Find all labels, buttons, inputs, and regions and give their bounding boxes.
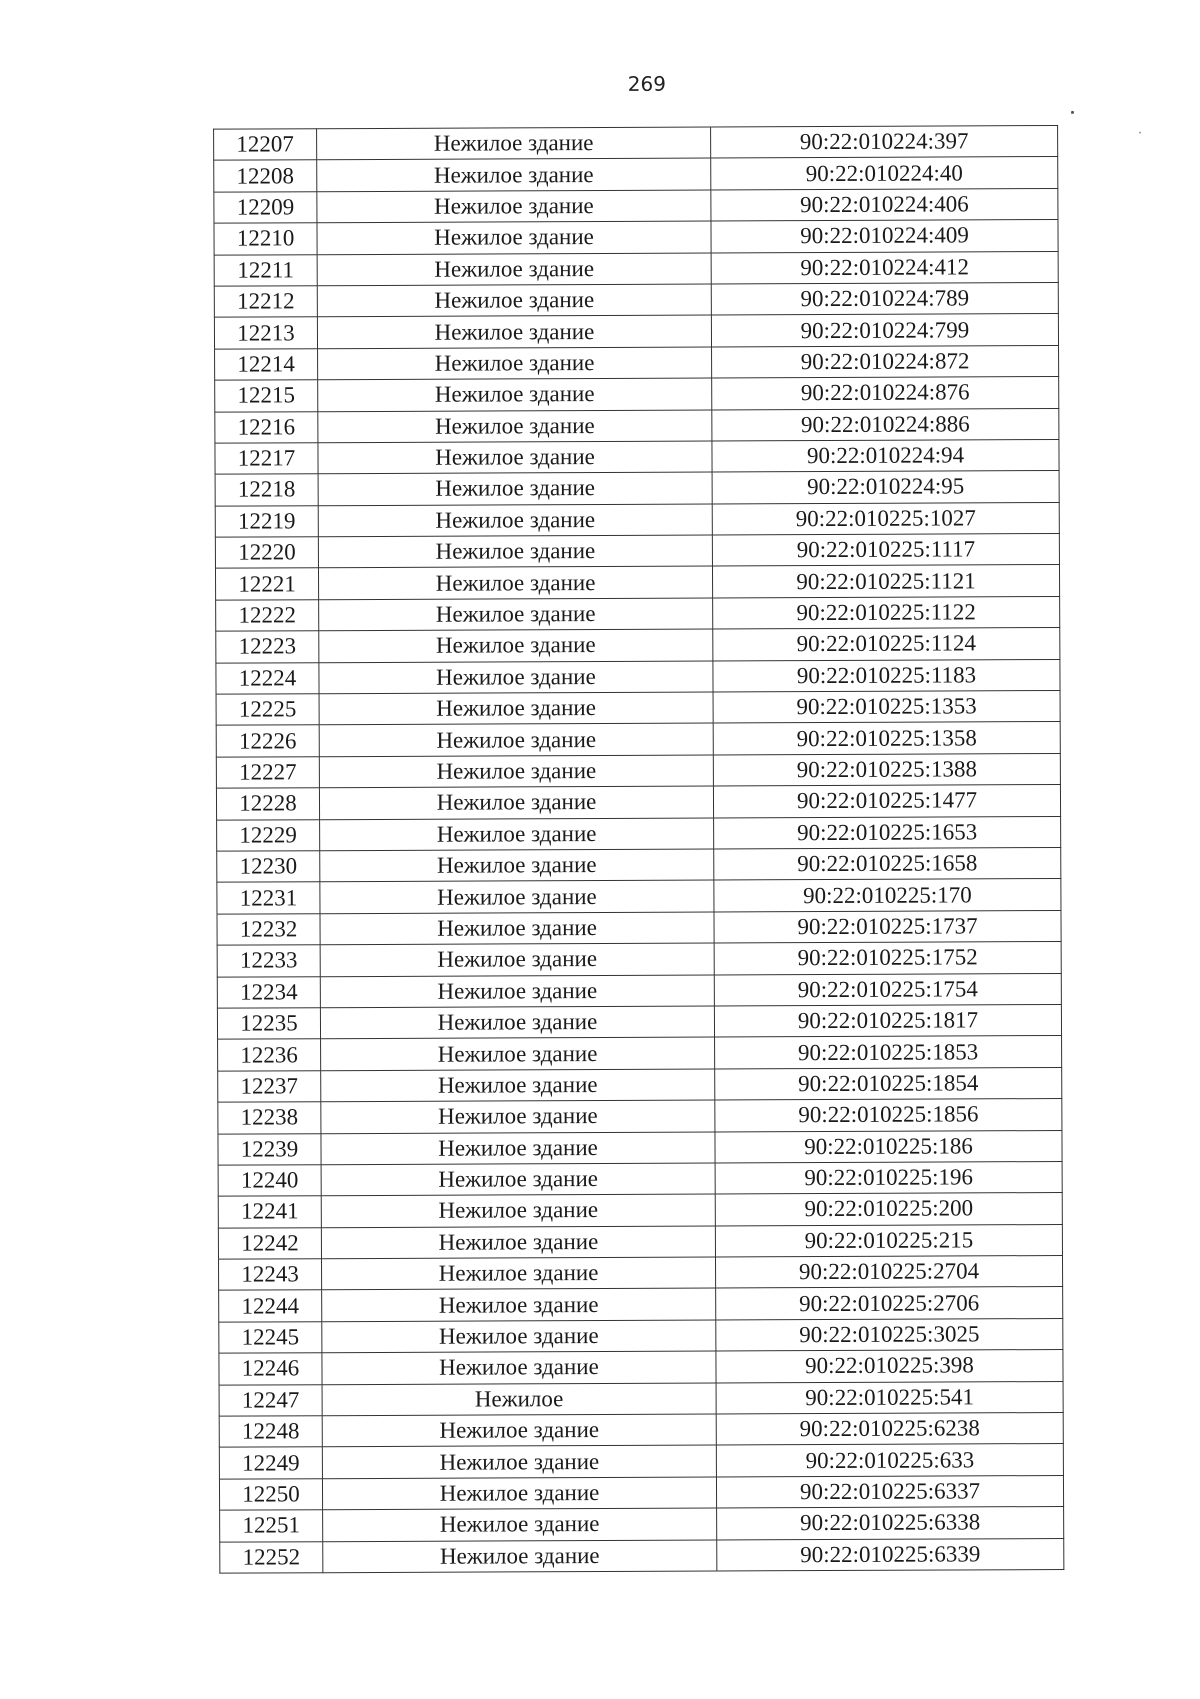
row-number-cell: 12249 bbox=[219, 1447, 322, 1479]
cadastral-number-cell: 90:22:010224:397 bbox=[711, 125, 1058, 158]
object-type-cell: Нежилое здание bbox=[322, 1445, 716, 1478]
cadastral-number-cell: 90:22:010225:398 bbox=[716, 1350, 1063, 1383]
cadastral-number-cell: 90:22:010225:1817 bbox=[714, 1004, 1061, 1037]
object-type-cell: Нежилое здание bbox=[320, 1006, 714, 1039]
cadastral-number-cell: 90:22:010224:94 bbox=[712, 439, 1059, 472]
cadastral-number-cell: 90:22:010225:1658 bbox=[714, 847, 1061, 880]
object-type-cell: Нежилое здание bbox=[323, 1508, 717, 1541]
row-number-cell: 12213 bbox=[214, 317, 317, 349]
object-type-cell: Нежилое здание bbox=[320, 943, 714, 976]
cadastral-number-cell: 90:22:010225:196 bbox=[715, 1161, 1062, 1194]
row-number-cell: 12231 bbox=[217, 882, 320, 914]
object-type-cell: Нежилое здание bbox=[321, 1226, 715, 1259]
object-type-cell: Нежилое здание bbox=[318, 410, 712, 443]
row-number-cell: 12225 bbox=[216, 694, 319, 726]
table-row bbox=[216, 785, 1060, 820]
row-number-cell: 12250 bbox=[219, 1479, 322, 1511]
row-number-cell: 12235 bbox=[217, 1008, 320, 1040]
table-row bbox=[216, 753, 1060, 788]
object-type-cell: Нежилое здание bbox=[319, 786, 713, 819]
row-number-cell: 12209 bbox=[214, 192, 317, 224]
row-number-cell: 12241 bbox=[218, 1196, 321, 1228]
cadastral-number-cell: 90:22:010225:1754 bbox=[714, 973, 1061, 1006]
scan-speck bbox=[1071, 111, 1074, 114]
table-row bbox=[219, 1444, 1063, 1479]
object-type-cell: Нежилое здание bbox=[318, 566, 712, 599]
row-number-cell: 12236 bbox=[218, 1039, 321, 1071]
cadastral-number-cell: 90:22:010225:1752 bbox=[714, 942, 1061, 975]
object-type-cell: Нежилое здание bbox=[317, 190, 711, 223]
table-row bbox=[216, 659, 1060, 694]
cadastral-number-cell: 90:22:010224:872 bbox=[712, 345, 1059, 378]
cadastral-number-cell: 90:22:010225:1353 bbox=[713, 691, 1060, 724]
row-number-cell: 12233 bbox=[217, 945, 320, 977]
object-type-cell: Нежилое здание bbox=[321, 1037, 715, 1070]
table-row bbox=[219, 1381, 1063, 1416]
row-number-cell: 12240 bbox=[218, 1165, 321, 1197]
row-number-cell: 12248 bbox=[219, 1416, 322, 1448]
cadastral-number-cell: 90:22:010224:40 bbox=[711, 157, 1058, 190]
table-row bbox=[214, 314, 1058, 349]
object-type-cell: Нежилое здание bbox=[322, 1351, 716, 1384]
object-type-cell: Нежилое здание bbox=[321, 1163, 715, 1196]
cadastral-number-cell: 90:22:010225:200 bbox=[715, 1193, 1062, 1226]
table-row bbox=[218, 1130, 1062, 1165]
row-number-cell: 12234 bbox=[217, 976, 320, 1008]
table-row bbox=[215, 345, 1059, 380]
cadastral-number-cell: 90:22:010225:170 bbox=[714, 879, 1061, 912]
object-type-cell: Нежилое здание bbox=[322, 1320, 716, 1353]
row-number-cell: 12242 bbox=[218, 1227, 321, 1259]
table-row bbox=[219, 1256, 1063, 1291]
object-type-cell: Нежилое здание bbox=[318, 472, 712, 505]
row-number-cell: 12222 bbox=[216, 600, 319, 632]
table-row bbox=[218, 1193, 1062, 1228]
table-row bbox=[218, 1099, 1062, 1134]
table-row bbox=[216, 722, 1060, 757]
cadastral-number-cell: 90:22:010225:1122 bbox=[713, 596, 1060, 629]
cadastral-number-cell: 90:22:010225:1124 bbox=[713, 628, 1060, 661]
object-type-cell: Нежилое здание bbox=[321, 1257, 715, 1290]
object-type-cell: Нежилое здание bbox=[319, 661, 713, 694]
scan-speck bbox=[1139, 132, 1141, 134]
table-row bbox=[216, 691, 1060, 726]
object-type-cell: Нежилое здание bbox=[318, 347, 712, 380]
row-number-cell: 12245 bbox=[219, 1322, 322, 1354]
property-registry-table bbox=[213, 125, 1064, 1574]
row-number-cell: 12239 bbox=[218, 1133, 321, 1165]
object-type-cell: Нежилое bbox=[322, 1383, 716, 1416]
table-row bbox=[218, 1224, 1062, 1259]
table-row bbox=[220, 1538, 1064, 1573]
object-type-cell: Нежилое здание bbox=[320, 912, 714, 945]
row-number-cell: 12230 bbox=[217, 851, 320, 883]
cadastral-number-cell: 90:22:010225:1358 bbox=[713, 722, 1060, 755]
object-type-cell: Нежилое здание bbox=[318, 504, 712, 537]
cadastral-number-cell: 90:22:010225:6338 bbox=[717, 1507, 1064, 1540]
row-number-cell: 12207 bbox=[214, 129, 317, 161]
object-type-cell: Нежилое здание bbox=[322, 1477, 716, 1510]
table-row bbox=[218, 1067, 1062, 1102]
object-type-cell: Нежилое здание bbox=[320, 975, 714, 1008]
cadastral-number-cell: 90:22:010225:215 bbox=[715, 1224, 1062, 1257]
cadastral-number-cell: 90:22:010225:1388 bbox=[713, 753, 1060, 786]
row-number-cell: 12223 bbox=[216, 631, 319, 663]
row-number-cell: 12232 bbox=[217, 913, 320, 945]
table-row bbox=[217, 910, 1061, 945]
object-type-cell: Нежилое здание bbox=[317, 127, 711, 160]
cadastral-number-cell: 90:22:010225:6337 bbox=[716, 1475, 1063, 1508]
cadastral-number-cell: 90:22:010225:6339 bbox=[717, 1538, 1064, 1571]
cadastral-number-cell: 90:22:010224:95 bbox=[712, 471, 1059, 504]
row-number-cell: 12220 bbox=[215, 537, 318, 569]
table-row bbox=[216, 596, 1060, 631]
object-type-cell: Нежилое здание bbox=[318, 535, 712, 568]
table-row bbox=[216, 628, 1060, 663]
row-number-cell: 12216 bbox=[215, 411, 318, 443]
object-type-cell: Нежилое здание bbox=[319, 598, 713, 631]
row-number-cell: 12212 bbox=[214, 286, 317, 318]
object-type-cell: Нежилое здание bbox=[317, 284, 711, 317]
cadastral-number-cell: 90:22:010224:406 bbox=[711, 188, 1058, 221]
cadastral-number-cell: 90:22:010225:1653 bbox=[714, 816, 1061, 849]
table-row bbox=[219, 1475, 1063, 1510]
table-row bbox=[217, 816, 1061, 851]
object-type-cell: Нежилое здание bbox=[321, 1069, 715, 1102]
cadastral-number-cell: 90:22:010224:789 bbox=[711, 282, 1058, 315]
cadastral-number-cell: 90:22:010225:1477 bbox=[713, 785, 1060, 818]
row-number-cell: 12238 bbox=[218, 1102, 321, 1134]
row-number-cell: 12229 bbox=[217, 819, 320, 851]
table-row bbox=[214, 188, 1058, 223]
table-row bbox=[215, 471, 1059, 506]
table-row bbox=[214, 157, 1058, 192]
object-type-cell: Нежилое здание bbox=[322, 1288, 716, 1321]
row-number-cell: 12228 bbox=[216, 788, 319, 820]
object-type-cell: Нежилое здание bbox=[321, 1100, 715, 1133]
row-number-cell: 12221 bbox=[215, 568, 318, 600]
table-row bbox=[215, 377, 1059, 412]
cadastral-number-cell: 90:22:010224:412 bbox=[711, 251, 1058, 284]
table-row bbox=[217, 973, 1061, 1008]
table-row bbox=[217, 1004, 1061, 1039]
object-type-cell: Нежилое здание bbox=[319, 629, 713, 662]
registry-table-body bbox=[214, 125, 1064, 1573]
table-row bbox=[218, 1161, 1062, 1196]
table-row bbox=[215, 408, 1059, 443]
cadastral-number-cell: 90:22:010225:1853 bbox=[715, 1036, 1062, 1069]
cadastral-number-cell: 90:22:010225:1117 bbox=[712, 534, 1059, 567]
row-number-cell: 12211 bbox=[214, 254, 317, 286]
cadastral-number-cell: 90:22:010225:1183 bbox=[713, 659, 1060, 692]
row-number-cell: 12247 bbox=[219, 1384, 322, 1416]
row-number-cell: 12243 bbox=[219, 1259, 322, 1291]
object-type-cell: Нежилое здание bbox=[318, 441, 712, 474]
table-row bbox=[217, 942, 1061, 977]
cadastral-number-cell: 90:22:010225:2704 bbox=[715, 1256, 1062, 1289]
cadastral-number-cell: 90:22:010225:6238 bbox=[716, 1413, 1063, 1446]
object-type-cell: Нежилое здание bbox=[318, 378, 712, 411]
object-type-cell: Нежилое здание bbox=[319, 692, 713, 725]
table-row bbox=[219, 1413, 1063, 1448]
table-row bbox=[214, 220, 1058, 255]
object-type-cell: Нежилое здание bbox=[319, 723, 713, 756]
row-number-cell: 12208 bbox=[214, 160, 317, 192]
row-number-cell: 12251 bbox=[220, 1510, 323, 1542]
object-type-cell: Нежилое здание bbox=[319, 755, 713, 788]
object-type-cell: Нежилое здание bbox=[320, 849, 714, 882]
cadastral-number-cell: 90:22:010225:633 bbox=[716, 1444, 1063, 1477]
table-row bbox=[215, 534, 1059, 569]
table-row bbox=[214, 125, 1058, 160]
object-type-cell: Нежилое здание bbox=[321, 1194, 715, 1227]
cadastral-number-cell: 90:22:010225:1737 bbox=[714, 910, 1061, 943]
table-row bbox=[219, 1318, 1063, 1353]
row-number-cell: 12237 bbox=[218, 1070, 321, 1102]
table-row bbox=[217, 847, 1061, 882]
cadastral-number-cell: 90:22:010225:1854 bbox=[715, 1067, 1062, 1100]
object-type-cell: Нежилое здание bbox=[321, 1132, 715, 1165]
cadastral-number-cell: 90:22:010225:2706 bbox=[716, 1287, 1063, 1320]
table-row bbox=[214, 282, 1058, 317]
table-row bbox=[219, 1350, 1063, 1385]
table-row bbox=[220, 1507, 1064, 1542]
object-type-cell: Нежилое здание bbox=[322, 1414, 716, 1447]
cadastral-number-cell: 90:22:010224:409 bbox=[711, 220, 1058, 253]
object-type-cell: Нежилое здание bbox=[317, 221, 711, 254]
row-number-cell: 12227 bbox=[216, 757, 319, 789]
row-number-cell: 12224 bbox=[216, 662, 319, 694]
object-type-cell: Нежилое здание bbox=[317, 253, 711, 286]
row-number-cell: 12244 bbox=[219, 1290, 322, 1322]
row-number-cell: 12219 bbox=[215, 505, 318, 537]
cadastral-number-cell: 90:22:010225:1856 bbox=[715, 1099, 1062, 1132]
row-number-cell: 12218 bbox=[215, 474, 318, 506]
object-type-cell: Нежилое здание bbox=[317, 158, 711, 191]
object-type-cell: Нежилое здание bbox=[323, 1540, 717, 1573]
table-row bbox=[219, 1287, 1063, 1322]
row-number-cell: 12226 bbox=[216, 725, 319, 757]
row-number-cell: 12217 bbox=[215, 443, 318, 475]
table-row bbox=[214, 251, 1058, 286]
row-number-cell: 12210 bbox=[214, 223, 317, 255]
object-type-cell: Нежилое здание bbox=[320, 880, 714, 913]
row-number-cell: 12215 bbox=[215, 380, 318, 412]
row-number-cell: 12246 bbox=[219, 1353, 322, 1385]
table-row bbox=[215, 565, 1059, 600]
cadastral-number-cell: 90:22:010225:186 bbox=[715, 1130, 1062, 1163]
cadastral-number-cell: 90:22:010225:541 bbox=[716, 1381, 1063, 1414]
object-type-cell: Нежилое здание bbox=[317, 315, 711, 348]
table-row bbox=[215, 439, 1059, 474]
cadastral-number-cell: 90:22:010225:1121 bbox=[712, 565, 1059, 598]
table-row bbox=[215, 502, 1059, 537]
row-number-cell: 12252 bbox=[220, 1541, 323, 1573]
cadastral-number-cell: 90:22:010225:3025 bbox=[716, 1318, 1063, 1351]
cadastral-number-cell: 90:22:010225:1027 bbox=[712, 502, 1059, 535]
table-row bbox=[218, 1036, 1062, 1071]
cadastral-number-cell: 90:22:010224:876 bbox=[712, 377, 1059, 410]
page-number: 269 bbox=[627, 71, 667, 96]
row-number-cell: 12214 bbox=[215, 348, 318, 380]
table-row bbox=[217, 879, 1061, 914]
object-type-cell: Нежилое здание bbox=[320, 818, 714, 851]
cadastral-number-cell: 90:22:010224:799 bbox=[711, 314, 1058, 347]
cadastral-number-cell: 90:22:010224:886 bbox=[712, 408, 1059, 441]
